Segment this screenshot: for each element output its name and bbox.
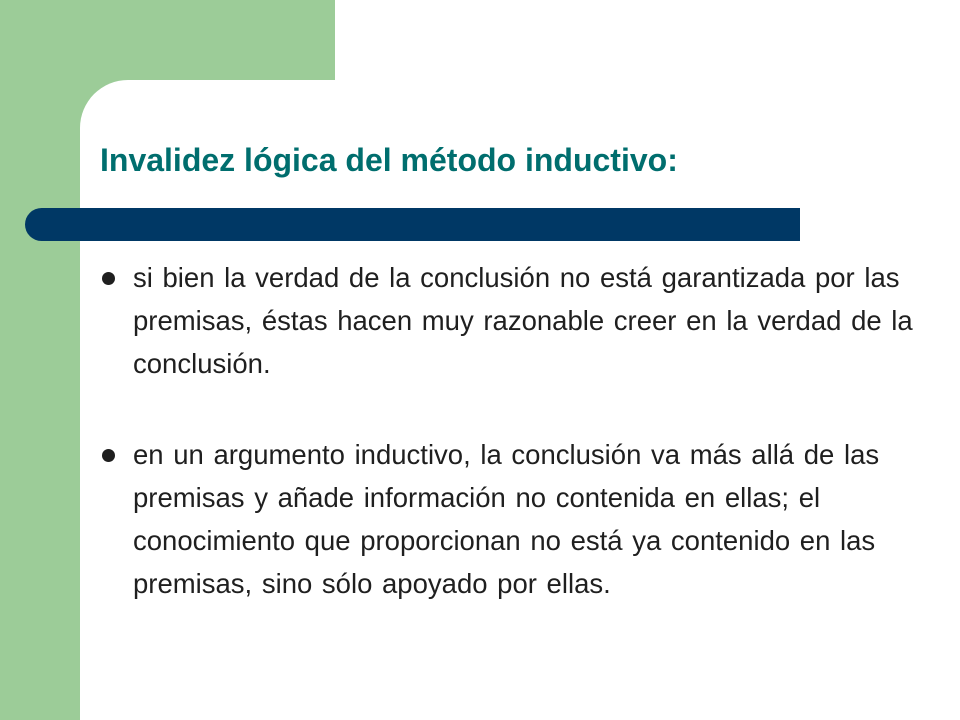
- bullet-item: [100, 433, 920, 605]
- bullet-dot-icon: [102, 272, 115, 285]
- bullet-list: [100, 256, 920, 605]
- bullet-text: en un argumento inductivo, la conclusión va más allá de las premisas y añade información no contenida en ellas; el conocimiento que proporcionan no está ya contenido en las premisas, sino sólo apoyado por ellas.: [133, 439, 880, 599]
- slide-title: Invalidez lógica del método inductivo:: [100, 142, 678, 178]
- title-divider-bar: [25, 208, 800, 241]
- bullet-text: si bien la verdad de la conclusión no está garantizada por las premisas, éstas hacen muy razonable creer en la verdad de la conclusión.: [133, 262, 913, 379]
- bullet-dot-icon: [102, 449, 115, 462]
- bullet-item: [100, 256, 920, 385]
